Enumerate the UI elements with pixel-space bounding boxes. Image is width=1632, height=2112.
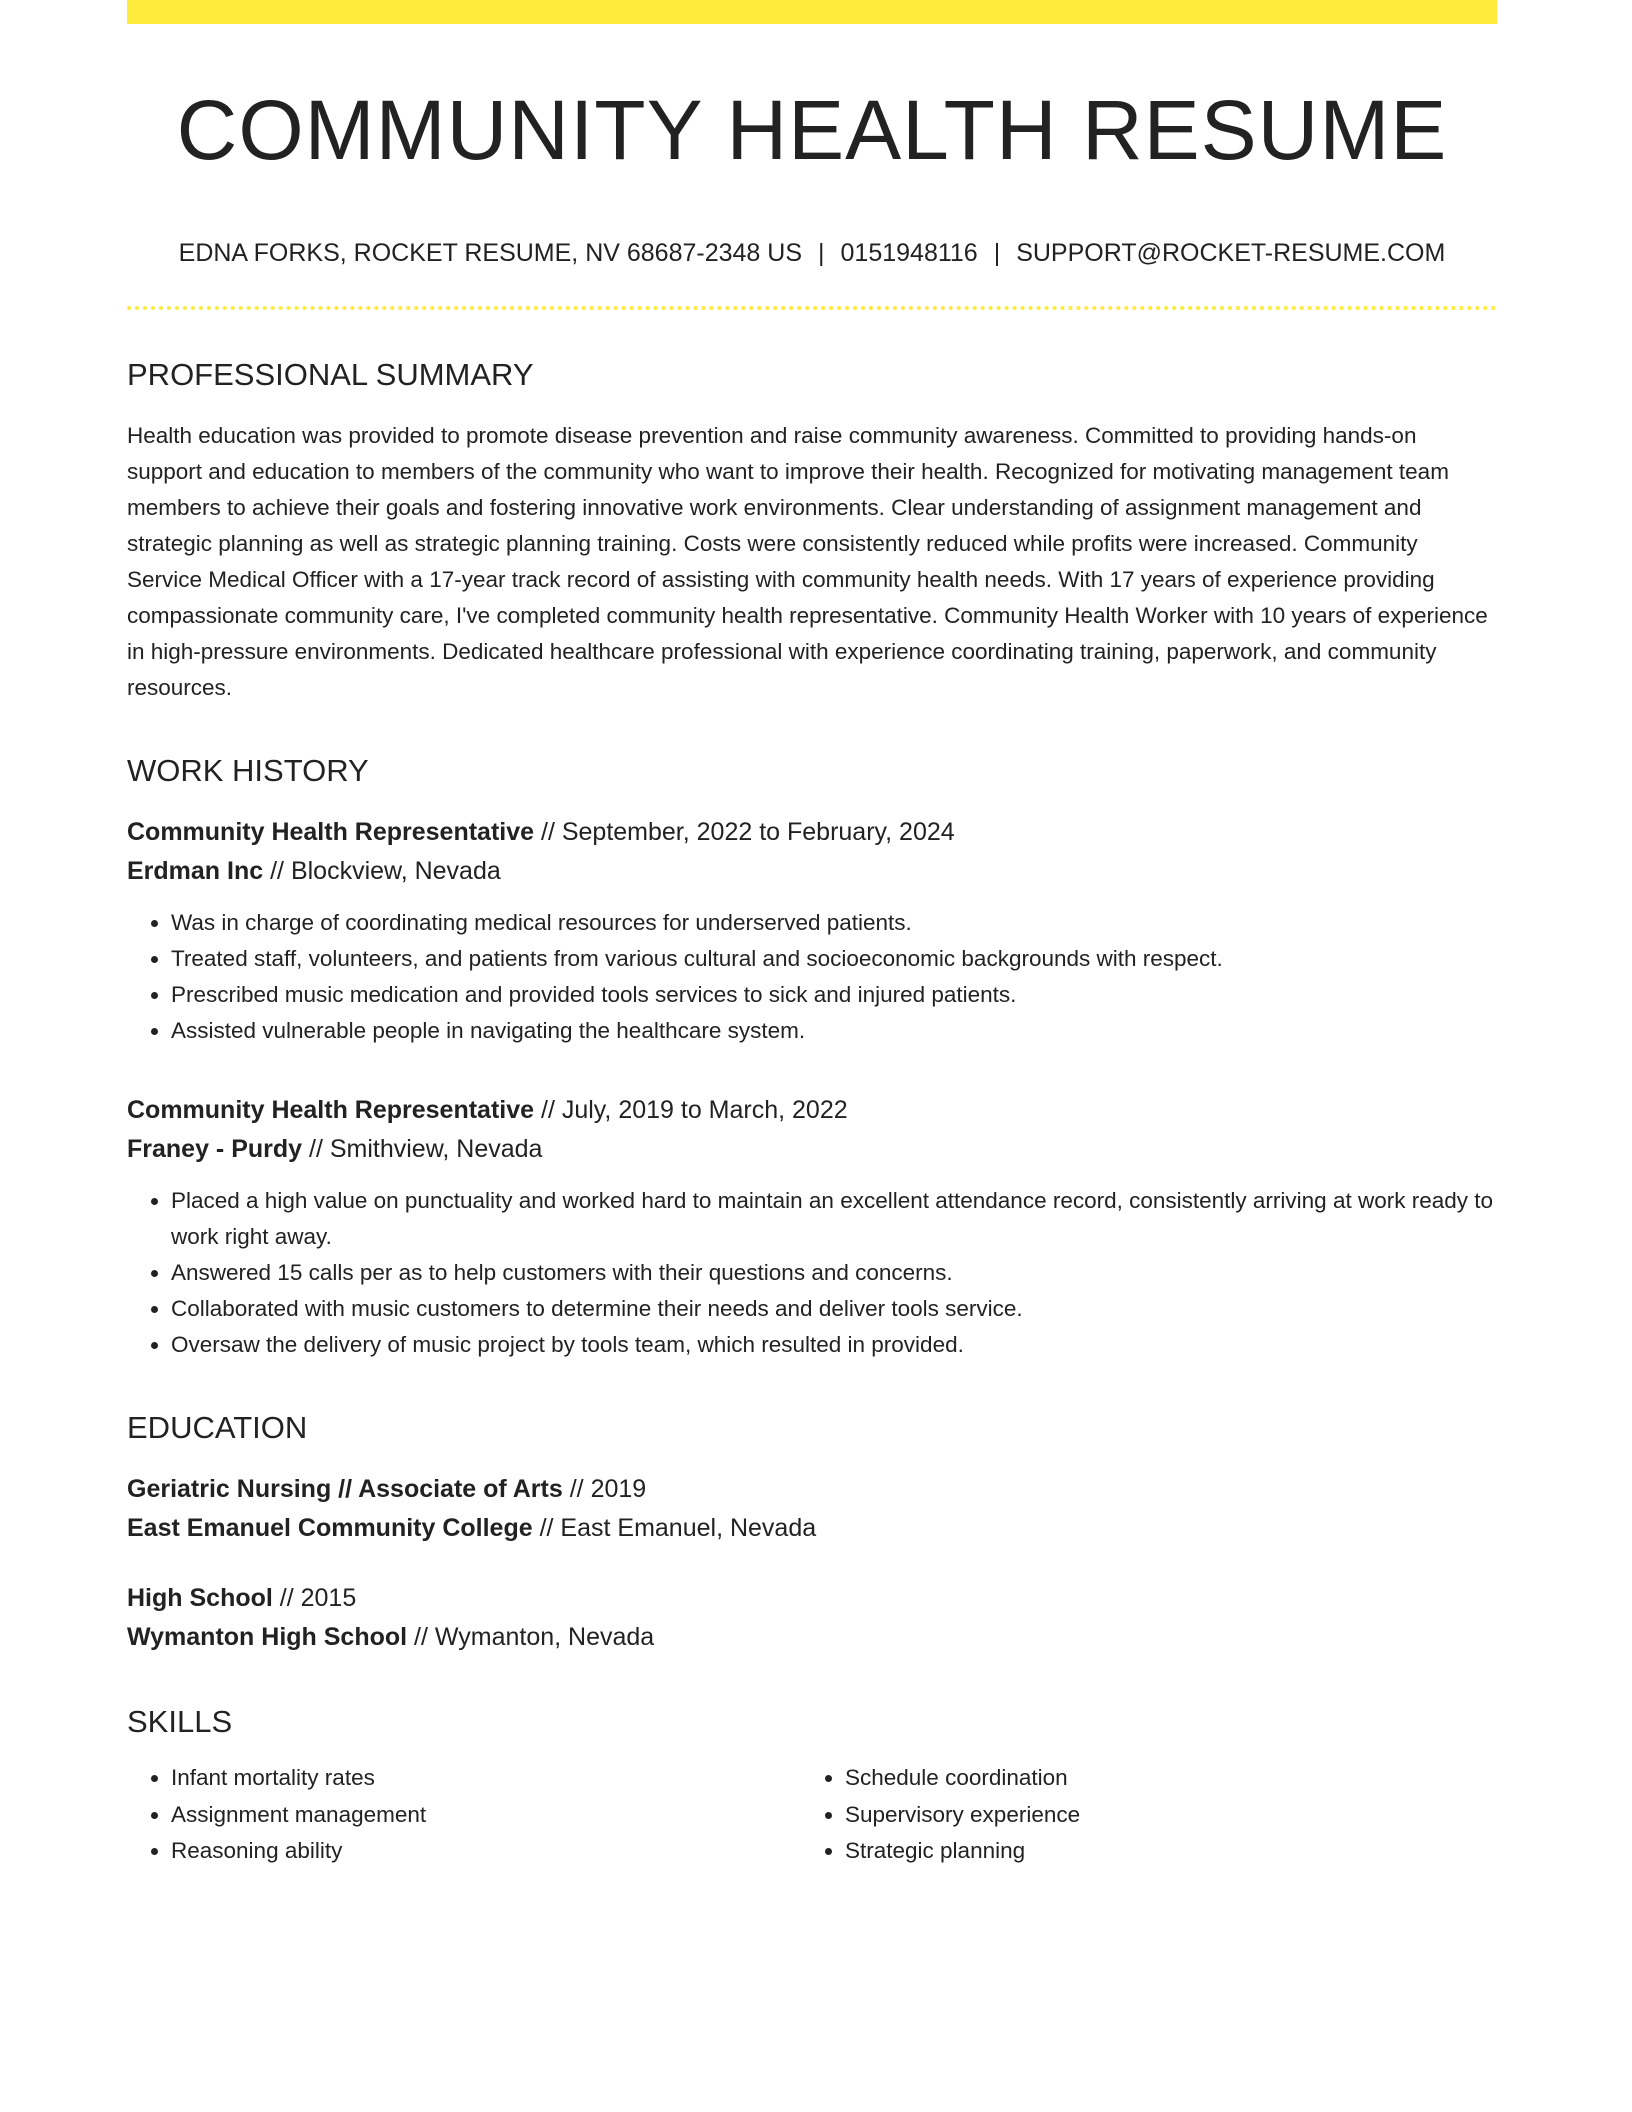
skills-columns — [127, 1760, 1497, 1870]
job-title-line — [127, 1091, 1497, 1130]
contact-separator: | — [993, 239, 1001, 268]
skill-item: • Schedule coordination — [845, 1760, 1475, 1797]
job-location: // Smithview, Nevada — [302, 1134, 543, 1163]
education-location: // East Emanuel, Nevada — [532, 1513, 817, 1542]
list-item: • Answered 15 calls per as to help customers with their questions and concerns. — [171, 1255, 1497, 1291]
skill-item: • Reasoning ability — [171, 1833, 801, 1870]
education-school: Wymanton High School — [127, 1622, 408, 1651]
education-degree: Geriatric Nursing // Associate of Arts — [127, 1474, 563, 1503]
education-degree-line — [127, 1579, 1497, 1618]
job-entry — [127, 813, 1497, 1049]
job-dates: // September, 2022 to February, 2024 — [534, 817, 955, 846]
skill-item: • Supervisory experience — [845, 1797, 1475, 1834]
education-school-line — [127, 1618, 1497, 1657]
accent-bar — [127, 0, 1497, 24]
page-title: COMMUNITY HEALTH RESUME — [176, 83, 1448, 177]
education-school-line — [127, 1509, 1497, 1548]
job-title: Community Health Representative — [127, 1095, 535, 1124]
education-location: // Wymanton, Nevada — [407, 1622, 655, 1651]
dotted-divider — [127, 306, 1497, 310]
list-item: • Oversaw the delivery of music project by tools team, which resulted in provided. — [171, 1327, 1497, 1363]
education-school: East Emanuel Community College — [127, 1513, 533, 1542]
job-company: Franey - Purdy — [127, 1134, 303, 1163]
list-item: • Collaborated with music customers to determine their needs and deliver tools service. — [171, 1291, 1497, 1327]
job-title-line — [127, 813, 1497, 852]
job-company-line — [127, 1130, 1497, 1169]
summary-text: Health education was provided to promote disease prevention and raise community awareness. Committed to providing hands-on support and education to members of the community who want to improve their health. Recognized for motivating management team members to achieve their goals and fostering innovative work environments. Clear understanding of assignment management and strategic planning as well as strategic planning training. Costs were consistently reduced while profits were increased. Community Service Medical Officer with a 17-year track record of assisting with community health needs. With 17 years of experience providing compassionate community care, I've completed community health representative. Community Health Worker with 10 years of experience in high-pressure environments. Dedicated healthcare professional with experience coordinating training, paperwork, and community resources. — [127, 422, 1488, 700]
section-heading-education: EDUCATION — [127, 1409, 308, 1445]
education-year: // 2019 — [562, 1474, 647, 1503]
section-heading-summary: PROFESSIONAL SUMMARY — [127, 357, 534, 393]
contact-separator: | — [818, 239, 825, 268]
job-duties — [127, 905, 1497, 1049]
education-entry — [127, 1470, 1497, 1548]
education-degree: High School — [127, 1583, 273, 1612]
job-title: Community Health Representative — [127, 817, 535, 846]
list-item: • Treated staff, volunteers, and patients from various cultural and socioeconomic backgrounds with respect. — [171, 941, 1497, 977]
list-item: • Assisted vulnerable people in navigating the healthcare system. — [171, 1013, 1497, 1049]
education-entry — [127, 1579, 1497, 1657]
list-item: • Prescribed music medication and provided tools services to sick and injured patients. — [171, 977, 1497, 1013]
job-dates: // July, 2019 to March, 2022 — [534, 1095, 848, 1124]
job-location: // Blockview, Nevada — [263, 856, 501, 885]
job-entry — [127, 1091, 1497, 1363]
job-duties — [127, 1183, 1497, 1363]
section-heading-skills: SKILLS — [127, 1703, 233, 1739]
job-company-line — [127, 852, 1497, 891]
resume-page — [127, 0, 1497, 1870]
skills-list-right — [801, 1760, 1475, 1870]
skills-list-left — [127, 1760, 801, 1870]
section-heading-work: WORK HISTORY — [127, 752, 369, 788]
contact-address: EDNA FORKS, ROCKET RESUME, NV 68687-2348 US — [178, 239, 803, 268]
contact-email: SUPPORT@ROCKET-RESUME.COM — [1016, 239, 1446, 268]
list-item: • Was in charge of coordinating medical resources for underserved patients. — [171, 905, 1497, 941]
list-item: • Placed a high value on punctuality and worked hard to maintain an excellent attendance record, consistently arriving at work ready to work right away. — [171, 1183, 1497, 1255]
contact-line — [127, 238, 1497, 268]
contact-phone: 0151948116 — [840, 239, 978, 268]
skill-item: • Assignment management — [171, 1797, 801, 1834]
education-year: // 2015 — [272, 1583, 357, 1612]
education-degree-line — [127, 1470, 1497, 1509]
skill-item: • Strategic planning — [845, 1833, 1475, 1870]
job-company: Erdman Inc — [127, 856, 264, 885]
skill-item: • Infant mortality rates — [171, 1760, 801, 1797]
